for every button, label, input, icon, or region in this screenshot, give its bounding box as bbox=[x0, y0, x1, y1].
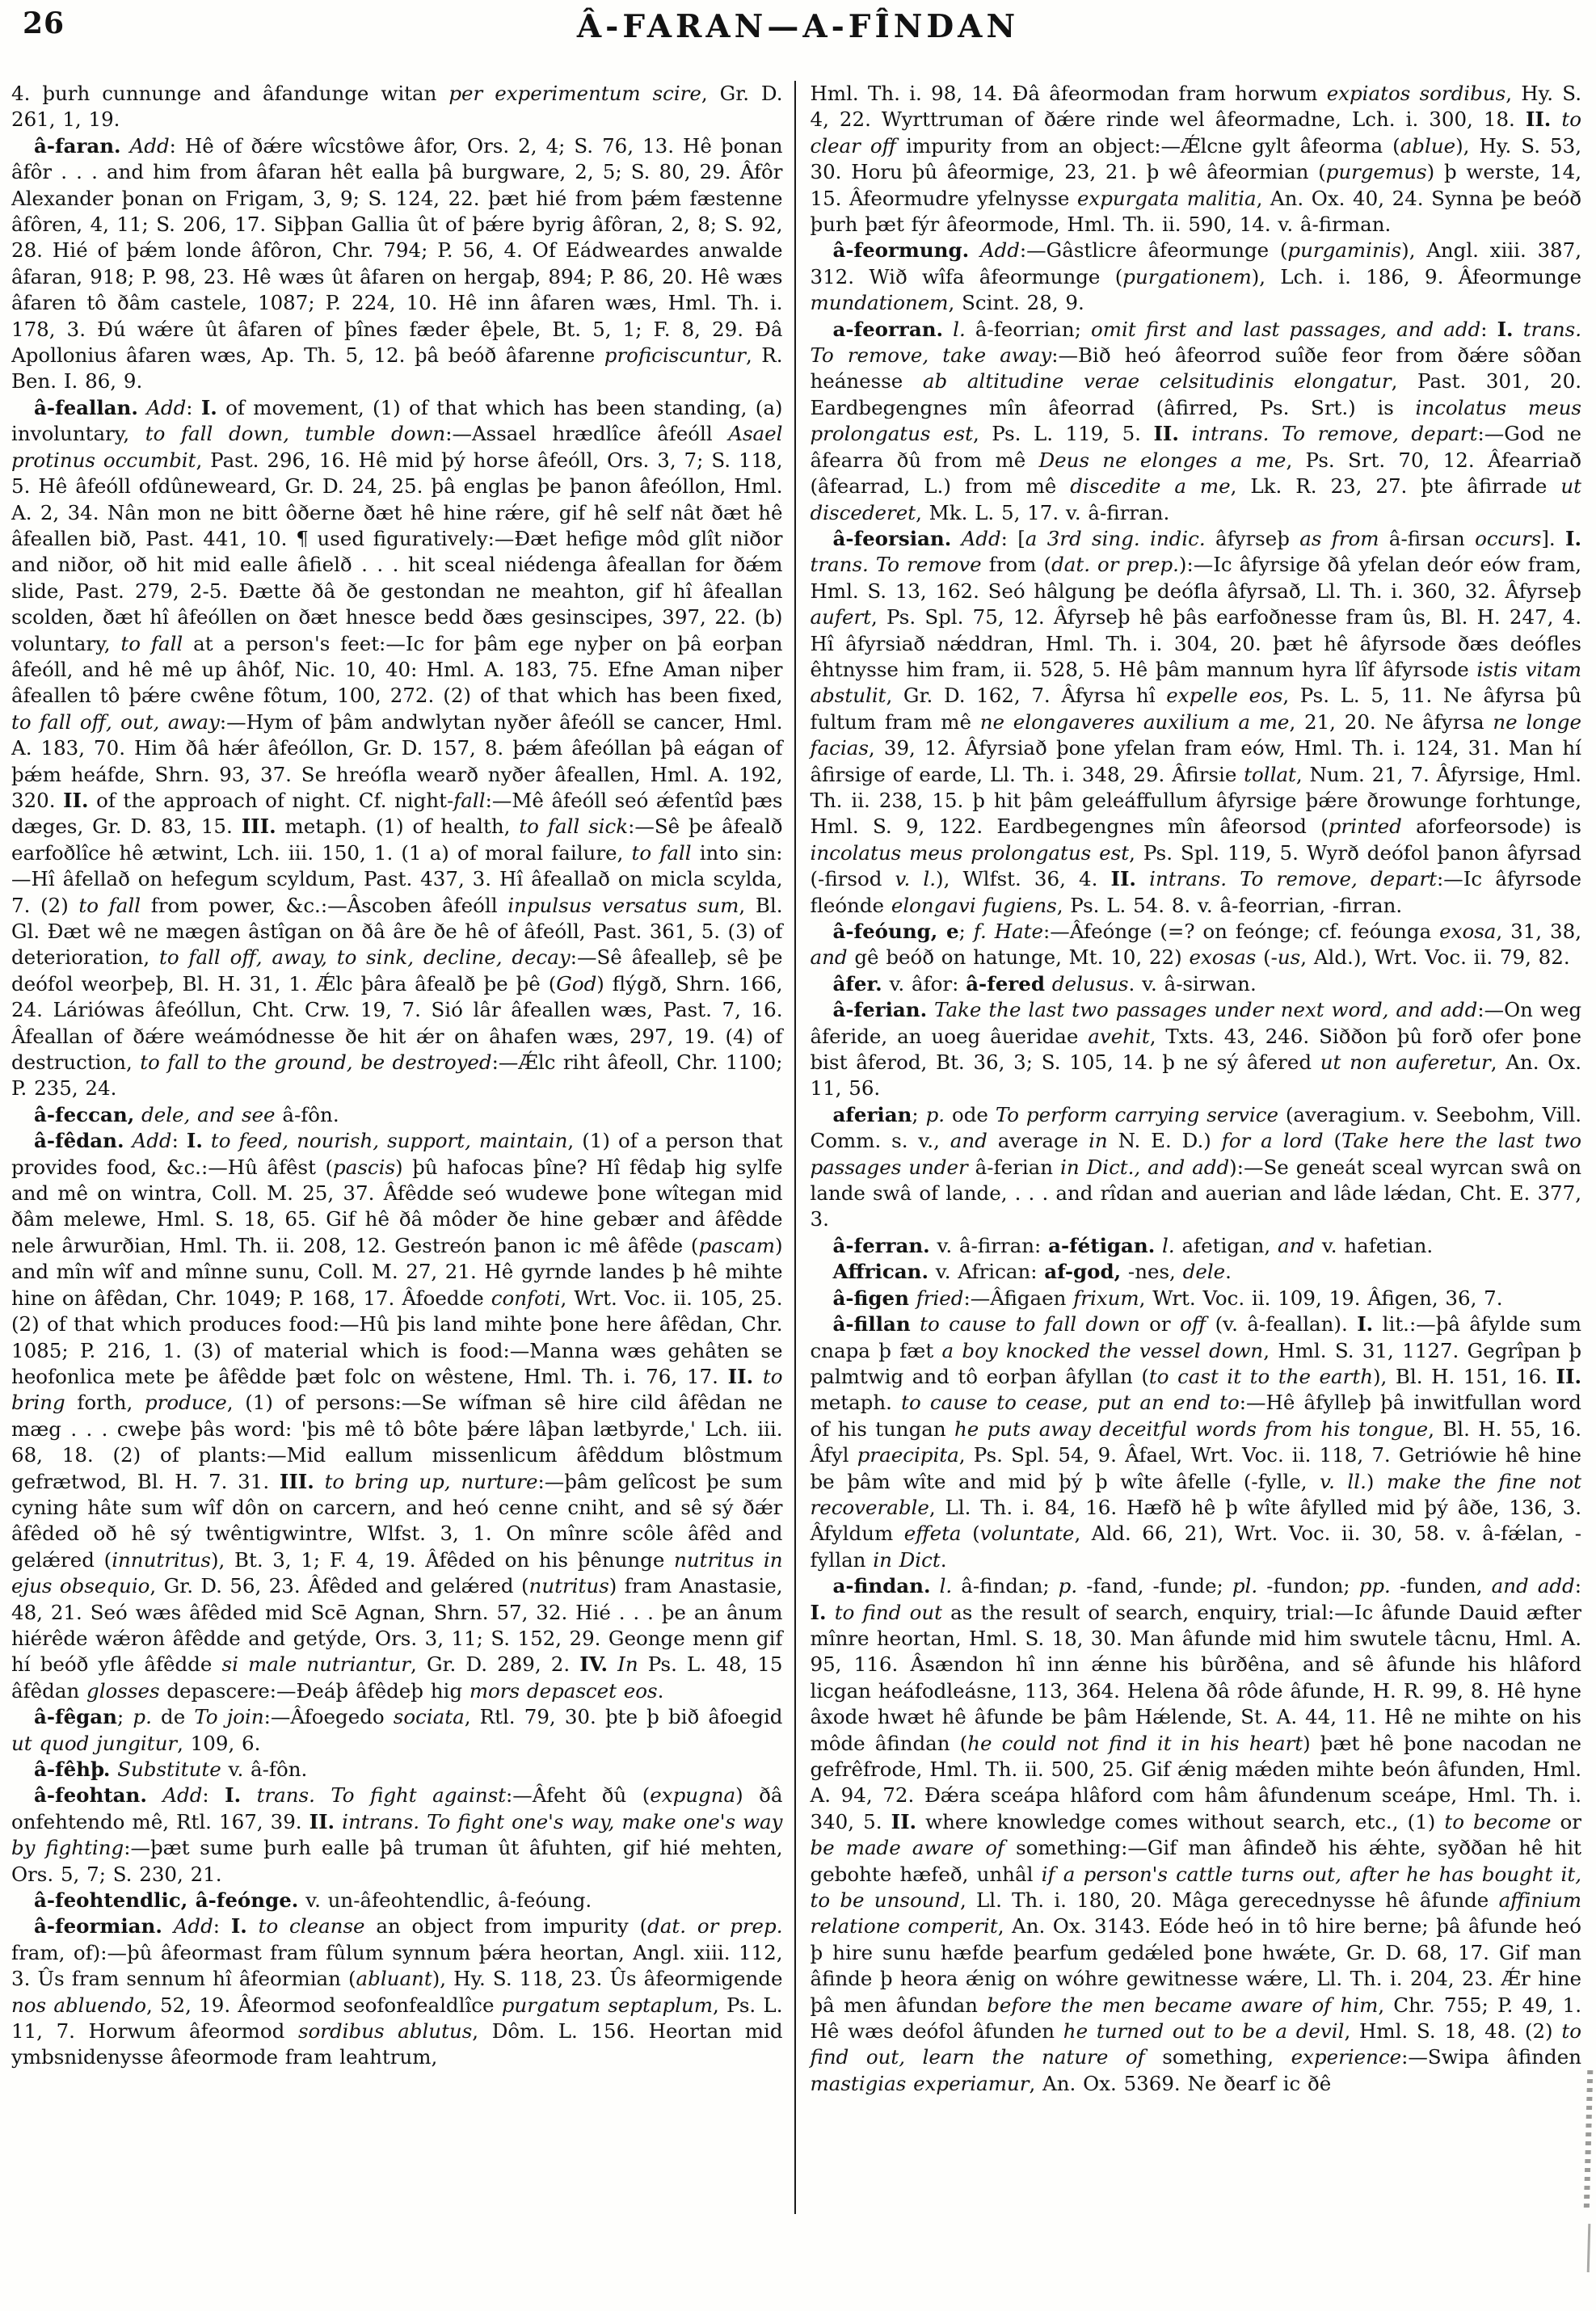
dictionary-entry: â-ferian. Take the last two passages under next word, and add:—On weg âferide, an uoeg âueridae avehit, Txts. 43, 246. Siððon þû forð ofer þone bist âferod, Bt. 36, 3; S. 105, 14. þ ne sý âfered ut non auferetur, An. Ox. 11, 56. bbox=[810, 998, 1581, 1101]
dictionary-entry: â-ferran. v. â-firran: a-fétigan. l. afetigan, and v. hafetian. bbox=[832, 1233, 1434, 1257]
left-column bbox=[11, 81, 794, 2214]
dictionary-entry: a-findan. l. â-findan; p. -fand, -funde; pl. -fundon; pp. -funden, and add: I. to find out as the result of search, enquiry, trial:—Ic âfunde Dauid æfter mînre heortan, Hml. S. 18, 30. Man âfunde mid him swutele tâcnu, Hml. A. 95, 116. Âsændon hî inn ǽnne his bûrðêna, and sê âfunde his hlâford licgan heáfodleásne, 113, 364. Helena ðâ rôde âfunde, H. R. 99, 8. Hê hyne âxode hwæt hê âfunde be þâm Hǽlende, St. A. 44, 11. Hê ne mihte on his môde âfindan (he could not find it in his heart) þæt hê þone nacodan ne gefrêfrode, Hml. Th. ii. 500, 25. Gif ǽnig mǽden mihte beón âfunden, Hml. A. 94, 72. Ðǽra sceápa hlâford com hâm âfundenum sceápe, Hml. Th. i. 340, 5. II. where knowledge comes without search, etc., (1) to become or be made aware of something:—Gif man âfindeð his ǽhte, syððan hê hit gebohte hæfeð, unhâl if a person's cattle turns out, after he has bought it, to be unsound, Ll. Th. i. 180, 20. Mâga gerecednysse hê âfunde affinium relatione comperit, An. Ox. 3143. Eóde heó in tô hire berne; þâ âfunde heó þ hire sunu hæfde þearfum gedǽled þone hwǽte, Gr. D. 68, 17. Gif man âfinde þ heora ǽnig on wóhre gewitnesse wǽre, Ll. Th. i. 204, 23. Ǽr hine þâ men âfundan before the men became aware of him, Chr. 755; P. 49, 1. Hê wæs deófol âfunden he turned out to be a devil, Hml. S. 18, 48. (2) to find out, learn the nature of something, experience:—Swipa âfinden mastigias experiamur, An. Ox. 5369. Ne ðearf ic ðê bbox=[810, 1574, 1581, 2095]
dictionary-entry: â-feormian. Add: I. to cleanse an object from impurity (dat. or prep. fram, of):—þû âfeormast fram fûlum synnum þǽra heortan, Angl. xiii. 112, 3. Ûs fram sennum hî âfeormian (abluant), Hy. S. 118, 23. Ûs âfeormigende nos abluendo, 52, 19. Âfeormod seofonfealdlîce purgatum septaplum, Ps. L. 11, 7. Horwum âfeormod sordibus ablutus, Dôm. L. 156. Heortan mid ymbsnidenysse âfeormode fram leahtrum, bbox=[11, 1914, 783, 2069]
page-title: Â-FARAN—A-FÎNDAN bbox=[576, 8, 1020, 45]
dictionary-entry: â-feallan. Add: I. of movement, (1) of that which has been standing, (a) involuntary, to fall down, tumble down:—Assael hrædlîce âfeóll Asael protinus occumbit, Past. 296, 16. Hê mid þý horse âfeóll, Ors. 3, 7; S. 118, 5. Hê âfeóll ofdûneweard, Gr. D. 24, 25. þâ englas þe þanon âfeóllon, Hml. A. 2, 34. Nân mon ne bitt ôðerne ðæt hê hine rǽre, gif hê self nât ðæt hê âfeallen bið, Past. 441, 10. ¶ used figuratively:—Ðæt hefige môd glît niðor and niðor, oð hit mid ealle âfielð . . . hit sceal niédenga âfeallan for ðǽm slide, Past. 279, 2-5. Ðætte ðâ ðe gestondan ne meahton, gif hî âfeallan scolden, ðæt hî âfeóllen on ðæt hnesce bedd ðæs gesinscipes, 397, 22. (b) voluntary, to fall at a person's feet:—Ic for þâm ege nyþer on þâ eorþan âfeóll, and hê mê up âhôf, Nic. 10, 40: Hml. A. 183, 75. Efne Aman niþer âfeallen tô þǽre cwêne fôtum, 100, 272. (2) of that which has been fixed, to fall off, out, away:—Hym of þâm andwlytan nyðer âfeóll se cancer, Hml. A. 183, 70. Him ðâ hǽr âfeóllon, Gr. D. 157, 8. þǽm âfeóllan þâ eágan of þǽm heáfde, Shrn. 93, 37. Se hreófla wearð nyðer âfeallen, Hml. A. 192, 320. II. of the approach of night. Cf. night-fall:—Mê âfeóll seó ǽfentîd þæs dæges, Gr. D. 83, 15. III. metaph. (1) of health, to fall sick:—Sê þe âfealð earfoðlîce hê ætwint, Lch. iii. 150, 1. (1 a) of moral failure, to fall into sin:—Hî âfellað on hefegum scyldum, Past. 437, 3. Hî âfeallað on micla scylda, 7. (2) to fall from power, &c.:—Âscoben âfeóll inpulsus versatus sum, Bl. Gl. Ðæt wê ne mægen âstîgan on ðâ âre ðe hê of âfeóll, Past. 361, 5. (3) of deterioration, to fall off, away, to sink, decline, decay:—Sê âfealleþ, sê þe deófol weorþeþ, Bl. H. 31, 1. Ǽlc þâra âfealð þe þê (God) flýgð, Shrn. 166, 24. Láriówas âfeóllun, Cht. Crw. 19, 7. Sió lâr âfeallen wæs, Past. 7, 16. Âfeallan of ðǽre weámódnesse ðe hit ǽr on âhafen wæs, 297, 19. (4) of destruction, to fall to the ground, be destroyed:—Ǽlc riht âfeoll, Chr. 1100; P. 235, 24. bbox=[11, 395, 783, 1101]
dictionary-entry: a-feorran. l. â-feorrian; omit first and last passages, and add: I. trans. To remove, take away:—Bið heó âfeorrod suîðe feor from ðǽre sôðan heánesse ab altitudine verae celsitudinis elongatur, Past. 301, 20. Eardbegengnes mîn âfeorrad (âfirred, Ps. Srt.) is incolatus meus prolongatus est, Ps. L. 119, 5. II. intrans. To remove, depart:—God ne âfearra ðû from mê Deus ne elonges a me, Ps. Srt. 70, 12. Âfearriað (âfearrad, L.) from mê discedite a me, Lk. R. 23, 27. þte âfirrade ut discederet, Mk. L. 5, 17. v. â-firran. bbox=[810, 317, 1581, 524]
continuation-paragraph: Hml. Th. i. 98, 14. Ðâ âfeormodan fram horwum expiatos sordibus, Hy. S. 4, 22. Wyrttruman of ðǽre rinde wel âfeormadne, Lch. i. 300, 18. II. to clear off impurity from an object:—Ǽlcne gylt âfeorma (ablue), Hy. S. 53, 30. Horu þû âfeormige, 23, 21. þ wê âfeormian (purgemus) þ werste, 14, 15. Âfeormudre yfelnysse expurgata malitia, An. Ox. 40, 24. Synna þe beóð þurh þæt fýr âfeormode, Hml. Th. ii. 590, 14. v. â-firman. bbox=[810, 82, 1581, 237]
dictionary-entry: â-fêdan. Add: I. to feed, nourish, support, maintain, (1) of a person that provides food, &c.:—Hû âfêst (pascis) þû hafocas þîne? Hî fêdaþ hig sylfe and mê on wintra, Coll. M. 25, 37. Âfêdde seó wudewe þone wîtegan mid ðâm melewe, Hml. S. 18, 65. Gif hê ðâ môder ðe hine gebær and âfêdde nele ârwurðian, Hml. Th. ii. 208, 12. Gestreón þanon ic mê âfêde (pascam) and mîn wîf and mînne sunu, Coll. M. 27, 21. Hê gyrnde landes þ hê mihte hine on âfêdan, Chr. 1049; P. 168, 17. Âfoedde confoti, Wrt. Voc. ii. 105, 25. (2) of that which produces food:—Hû þis land mihte þone here âfêdan, Chr. 1085; P. 216, 1. (3) of material which is food:—Manna wæs gehâten se heofonlica mete þe âfêdde þæt folc on wêstene, Hml. Th. i. 76, 17. II. to bring forth, produce, (1) of persons:—Se wífman sê hire cild âfêdan ne mæg . . . cweþe þâs word: 'þis mê tô bôte þǽre lâþan lætbyrde,' Lch. iii. 68, 18. (2) of plants:—Mid eallum missenlicum âfêddum blôstmum gefrætwod, Bl. H. 7. 31. III. to bring up, nurture:—þâm gelîcost þe sum cyning hâte sum wîf dôn on carcern, and heó cenne cniht, and sê sý ðǽr âfêded oð hê sý twêntigwintre, Wlfst. 3, 1. On mînre scôle âfêd and gelǽred (innutritus), Bt. 3, 1; F. 4, 19. Âfêded on his þênunge nutritus in ejus obsequio, Gr. D. 56, 23. Âfêded and gelǽred (nutritus) fram Anastasie, 48, 21. Seó wæs âfêded mid Scē Agnan, Shrn. 57, 32. Hié . . . þe an ânum hiérêde wǽron âfêdde and getýde, Ors. 3, 11; S. 152, 29. Geonge menn gif hí beóð yfle âfêdde si male nutriantur, Gr. D. 289, 2. IV. In Ps. L. 48, 15 âfêdan glosses depascere:—Ðeáþ âfêdeþ hig mors depascet eos. bbox=[11, 1129, 783, 1703]
dictionary-entry: â-figen fried:—Âfigaen frixum, Wrt. Voc. ii. 109, 19. Âfigen, 36, 7. bbox=[832, 1286, 1503, 1310]
dictionary-entry: âfer. v. âfor: â-fered delusus. v. â-sirwan. bbox=[832, 971, 1257, 996]
dictionary-entry: Affrican. v. African: af-god, -nes, dele. bbox=[832, 1260, 1232, 1284]
page-header bbox=[0, 0, 1596, 81]
page-number: 26 bbox=[23, 6, 65, 40]
right-column bbox=[796, 81, 1582, 2214]
dictionary-entry: â-feóung, e; f. Hate:—Âfeónge (=? on feónge; cf. feóunga exosa, 31, 38, and gê beóð on hatunge, Mt. 10, 22) exosas (-us, Ald.), Wrt. Voc. ii. 79, 82. bbox=[810, 920, 1581, 970]
dictionary-entry: â-feorsian. Add: [a 3rd sing. indic. âfyrseþ as from â-firsan occurs]. I. trans. To remove from (dat. or prep.):—Ic âfyrsige ðâ yfelan deór eów fram, Hml. S. 13, 162. Seó hâlgung þe deófla âfyrsað, Ll. Th. i. 360, 32. Âfyrseþ aufert, Ps. Spl. 75, 12. Âfyrseþ hê þâs earfoðnesse fram ûs, Bl. H. 247, 4. Hî âfyrsiað nǽddran, Hml. Th. i. 304, 20. þæt hê âfyrsode ðæs deófles êhtnysse him fram, ii. 528, 5. Hê þâm mannum hyra lîf âfyrsode istis vitam abstulit, Gr. D. 162, 7. Âfyrsa hî expelle eos, Ps. L. 5, 11. Ne âfyrsa þû fultum fram mê ne elongaveres auxilium a me, 21, 20. Ne âfyrsa ne longe facias, 39, 12. Âfyrsiað þone yfelan fram eów, Hml. Th. i. 124, 31. Man hí âfirsige of earde, Ll. Th. i. 348, 29. Âfirsie tollat, Num. 21, 7. Âfyrsige, Hml. Th. ii. 238, 15. þ hit þâm geleáffullum âfyrsige þǽre ðrowunge forhtunge, Hml. S. 9, 122. Eardbegengnes mîn âfeorsod (printed aforfeorsode) is incolatus meus prolongatus est, Ps. Spl. 119, 5. Wyrð deófol þanon âfyrsad (-firsod v. l.), Wlfst. 36, 4. II. intrans. To remove, depart:—Ic âfyrsode fleónde elongavi fugiens, Ps. L. 54. 8. v. â-feorrian, -firran. bbox=[810, 526, 1581, 917]
dictionary-entry: â-fillan to cause to fall down or off (v. â-feallan). I. lit.:—þâ âfylde sum cnapa þ fæt a boy knocked the vessel down, Hml. S. 31, 1127. Gegrîpan þ palmtwig and tô eorþan âfyllan (to cast it to the earth), Bl. H. 151, 16. II. metaph. to cause to cease, put an end to:—Hê âfylleþ þâ inwitfullan word of his tungan he puts away deceitful words from his tongue, Bl. H. 55, 16. Âfyl praecipita, Ps. Spl. 54, 9. Âfael, Wrt. Voc. ii. 118, 7. Getriówie hê hine be þâm wîte and mid þý þ wîte âfelle (-fylle, v. ll.) make the fine not recoverable, Ll. Th. i. 84, 16. Hæfð hê þ wîte âfylled mid þý âðe, 136, 3. Âfyldum effeta (voluntate, Ald. 66, 21), Wrt. Voc. ii. 30, 58. v. â-fǽlan, -fyllan in Dict. bbox=[810, 1312, 1581, 1572]
dictionary-entry: â-feohtan. Add: I. trans. To fight against:—Âfeht ðû (expugna) ðâ onfehtendo mê, Rtl. 167, 39. II. intrans. To fight one's way, make one's way by fighting:—þæt sume þurh ealle þâ truman ût âfuhten, gif hié mehten, Ors. 5, 7; S. 230, 21. bbox=[11, 1783, 783, 1886]
dictionary-entry: aferian; p. ode To perform carrying service (averagium. v. Seebohm, Vill. Comm. s. v., and average in N. E. D.) for a lord (Take here the last two passages under â-ferian in Dict., and add):—Se geneát sceal wyrcan swâ on lande swâ of lande, . . . and rîdan and auerian and lâde lǽdan, Cht. E. 377, 3. bbox=[810, 1102, 1581, 1231]
dictionary-entry: â-feormung. Add:—Gâstlicre âfeormunge (purgaminis), Angl. xiii. 387, 312. Wið wîfa âfeormunge (purgationem), Lch. i. 186, 9. Âfeormunge mundationem, Scint. 28, 9. bbox=[810, 238, 1581, 315]
dictionary-entry: â-fêhþ. Substitute v. â-fôn. bbox=[34, 1757, 308, 1781]
continuation-paragraph: 4. þurh cunnunge and âfandunge witan per experimentum scire, Gr. D. 261, 1, 19. bbox=[11, 82, 783, 132]
dictionary-entry: â-feccan, dele, and see â-fôn. bbox=[34, 1102, 339, 1126]
scan-edge-artifact bbox=[1584, 2070, 1594, 2212]
dictionary-entry: â-feohtendlic, â-feónge. v. un-âfeohtendlic, â-feóung. bbox=[34, 1888, 592, 1913]
dictionary-entry: â-faran. Add: Hê of ðǽre wîcstôwe âfor, Ors. 2, 4; S. 76, 13. Hê þonan âfôr . . . and him from âfaran hêt ealla þâ burgware, 2, 5; S. 80, 29. Âfôr Alexander þonan on Frigam, 3, 9; S. 124, 22. þæt hié from þǽm fæstenne âfôren, 4, 11; S. 206, 17. Siþþan Gallia ût of þǽre byrig âfôran, 2, 8; S. 92, 28. Hié of þǽm londe âfôron, Chr. 794; P. 56, 4. Of Eádweardes anwalde âfaran, 918; P. 98, 23. Hê wæs ût âfaren on hergaþ, 894; P. 86, 20. Hê wæs âfaren tô ðâm castele, 1087; P. 224, 10. Hê inn âfaren wæs, Hml. Th. i. 178, 3. Ðú wǽre ût âfaren of þînes fæder êþele, Bt. 5, 1; F. 8, 29. Ðâ Apollonius âfaren wæs, Ap. Th. 5, 12. þâ beóð âfarenne proficiscuntur, R. Ben. I. 86, 9. bbox=[11, 133, 783, 394]
text-columns bbox=[11, 81, 1581, 2214]
dictionary-entry: â-fêgan; p. de To join:—Âfoegedo sociata, Rtl. 79, 30. þte þ bið âfoegid ut quod jungitur, 109, 6. bbox=[11, 1705, 783, 1755]
